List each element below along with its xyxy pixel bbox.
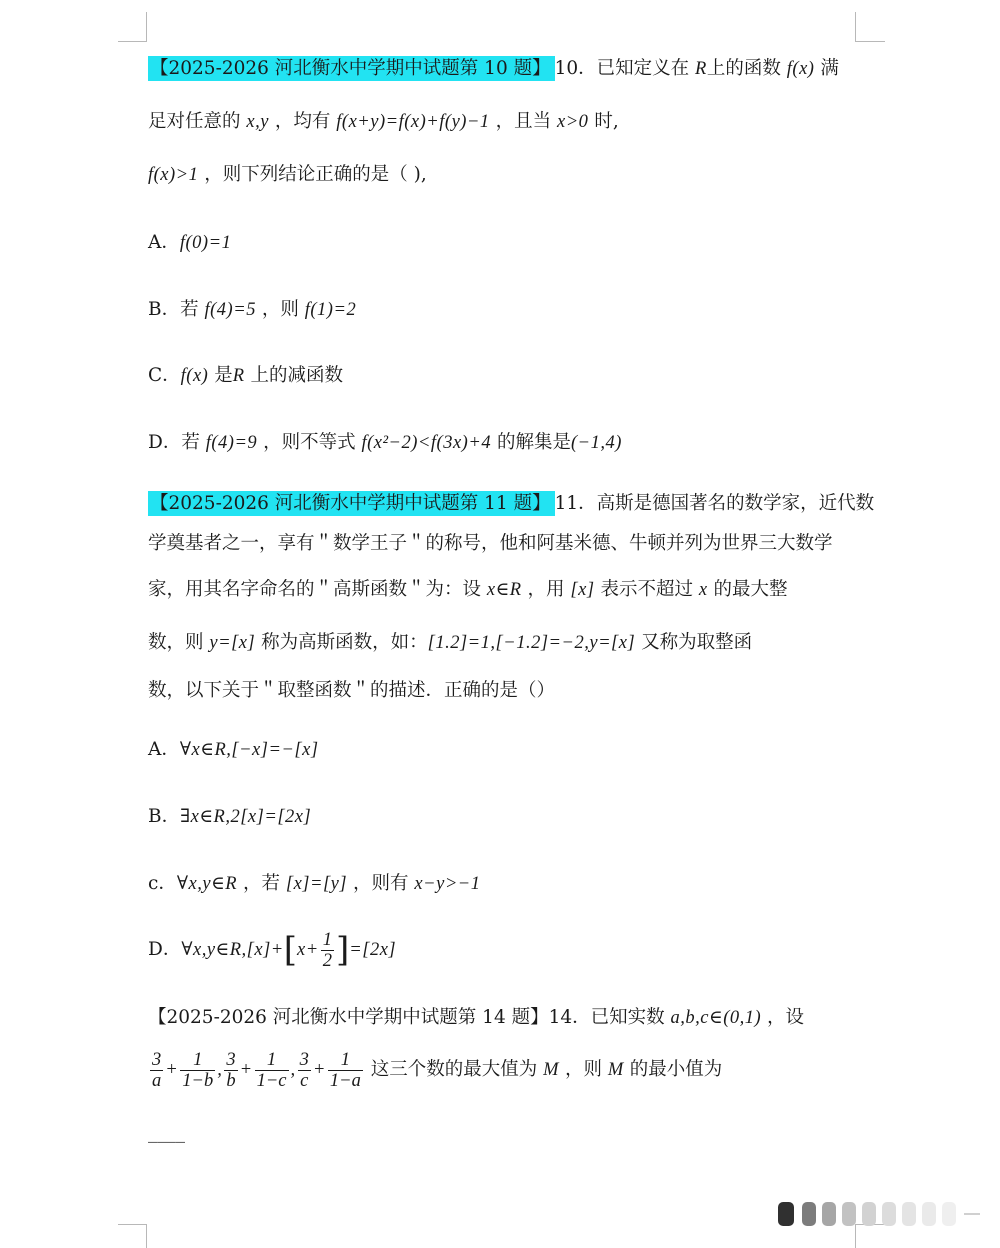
q11-math-examples: [1.2]=1,[−1.2]=−2,y=[x] bbox=[427, 633, 636, 653]
q10-option-d-end: 的解集是 bbox=[496, 432, 571, 453]
q10-option-c-math: f(x) bbox=[180, 366, 209, 386]
q14-frac-1-1mc bbox=[255, 1050, 289, 1091]
watermark-dash bbox=[964, 1213, 980, 1215]
watermark-bar-9 bbox=[942, 1202, 956, 1226]
q10-ineq: f(x)>1 bbox=[148, 165, 199, 185]
q14-frac-3-b bbox=[224, 1050, 237, 1091]
q11-option-c-math2: [x]=[y] bbox=[285, 874, 348, 894]
q10-option-a-math: f(0)=1 bbox=[179, 233, 232, 253]
watermark-bar-7 bbox=[902, 1202, 916, 1226]
q11-option-c bbox=[148, 871, 848, 897]
q11-line-1 bbox=[148, 491, 875, 517]
crop-mark-bl-h bbox=[118, 1224, 147, 1225]
q11-stem-4a: 数，则 bbox=[148, 632, 204, 653]
watermark-bar-6 bbox=[882, 1202, 896, 1226]
q10-option-b-mid: ，则 bbox=[261, 299, 299, 320]
q11-stem-1: 11．高斯是德国著名的数学家，近代数 bbox=[554, 493, 875, 514]
q10-option-d-label: D．若 bbox=[148, 432, 200, 453]
q11-line-3 bbox=[148, 577, 848, 603]
q10-line-3 bbox=[148, 162, 848, 188]
q14-line-2 bbox=[148, 1047, 848, 1093]
watermark-bar-3 bbox=[822, 1202, 836, 1226]
q14-plus-1: + bbox=[165, 1060, 179, 1080]
q10-stem-1: 10．已知定义在 bbox=[554, 58, 690, 79]
q11-option-a-math: ∀x∈R,[−x]=−[x] bbox=[179, 740, 319, 760]
q11-option-a-label: A． bbox=[148, 739, 180, 760]
q11-option-d-x: x+ bbox=[297, 940, 319, 960]
q10-option-c-end: 上的减函数 bbox=[250, 365, 343, 386]
q11-option-d bbox=[148, 928, 848, 972]
crop-mark-tl-h bbox=[118, 41, 147, 42]
q14-stem-1: 14．已知实数 bbox=[548, 1007, 665, 1028]
q11-math-x-in-R: x∈R bbox=[486, 580, 522, 600]
q14-stem-2c: 的最小值为 bbox=[629, 1059, 723, 1080]
q10-option-b-math2: f(1)=2 bbox=[304, 300, 357, 320]
q11-stem-3a: 家，用其名字命名的＂高斯函数＂为：设 bbox=[148, 579, 482, 600]
q11-math-gauss: y=[x] bbox=[209, 633, 256, 653]
q10-stem-2b: ，均有 bbox=[274, 111, 331, 132]
q10-option-d-mid: ，则不等式 bbox=[263, 432, 356, 453]
watermark-bar-2 bbox=[802, 1202, 816, 1226]
q11-stem-4c: 又称为取整函 bbox=[641, 632, 753, 653]
q11-option-b bbox=[148, 804, 848, 830]
q14-line-1 bbox=[148, 1005, 848, 1031]
crop-mark-bl-v bbox=[146, 1224, 147, 1248]
q14-frac-3-b-num: 3 bbox=[226, 1049, 236, 1070]
q14-M-2: M bbox=[607, 1060, 624, 1080]
q10-R-1: R bbox=[695, 59, 707, 79]
q10-option-b bbox=[148, 297, 848, 323]
q10-option-d bbox=[148, 430, 848, 456]
q14-frac-3-c-num: 3 bbox=[299, 1049, 309, 1070]
q14-frac-1-1ma-den: 1−a bbox=[329, 1070, 361, 1091]
q10-option-b-label: B．若 bbox=[148, 299, 199, 320]
watermark-bar-4 bbox=[842, 1202, 856, 1226]
q14-frac-1-1ma-num: 1 bbox=[328, 1050, 363, 1071]
q14-frac-3-a bbox=[150, 1050, 163, 1091]
q14-frac-1-1mb bbox=[180, 1050, 215, 1091]
q11-option-b-label: B． bbox=[148, 806, 181, 827]
q11-option-c-mid: ，若 bbox=[242, 873, 280, 894]
watermark-bar-5 bbox=[862, 1202, 876, 1226]
q11-stem-2: 学奠基者之一，享有＂数学王子＂的称号，他和阿基米德、牛顿并列为世界三大数学 bbox=[148, 533, 833, 554]
q14-frac-3-c-den: c bbox=[300, 1070, 309, 1091]
watermark-bar-8 bbox=[922, 1202, 936, 1226]
q11-option-a bbox=[148, 737, 848, 763]
q11-line-4 bbox=[148, 630, 848, 656]
q14-blank: ____ bbox=[148, 1122, 185, 1143]
q11-stem-3b: ，用 bbox=[527, 579, 565, 600]
q14-source-tag: 【2025-2026 河北衡水中学期中试题第 14 题】 bbox=[148, 1007, 549, 1028]
q11-option-d-lbracket: [ bbox=[283, 930, 298, 970]
q11-option-d-num: 1 bbox=[322, 929, 332, 950]
q10-xy: x,y bbox=[246, 112, 269, 132]
q14-answer-blank bbox=[148, 1120, 848, 1146]
q11-math-x: x bbox=[698, 580, 708, 600]
q14-frac-1-1mc-num: 1 bbox=[255, 1050, 289, 1071]
q10-option-c-label: C． bbox=[148, 365, 181, 386]
crop-mark-tl-v bbox=[146, 12, 147, 42]
q11-option-c-math3: x−y>−1 bbox=[414, 874, 481, 894]
q10-option-b-math1: f(4)=5 bbox=[204, 300, 256, 320]
q10-option-a bbox=[148, 230, 848, 256]
q11-stem-3d: 的最大整 bbox=[713, 579, 788, 600]
q10-option-d-math3: (−1,4) bbox=[570, 433, 622, 453]
q11-math-floor-x: [x] bbox=[570, 580, 595, 600]
q11-stem-3c: 表示不超过 bbox=[600, 579, 693, 600]
q10-stem-2a: 足对任意的 bbox=[148, 111, 241, 132]
q11-option-d-math2: =[2x] bbox=[349, 940, 397, 960]
q11-option-d-den: 2 bbox=[322, 950, 332, 971]
q10-source-tag: 【2025-2026 河北衡水中学期中试题第 10 题】 bbox=[148, 56, 555, 81]
q14-plus-3: + bbox=[312, 1060, 326, 1080]
q14-frac-1-1ma bbox=[328, 1050, 363, 1091]
q10-line-1 bbox=[148, 56, 848, 82]
q10-stem-3: ，则下列结论正确的是（ ), bbox=[204, 164, 427, 185]
q10-stem-1c: 满 bbox=[820, 58, 839, 79]
q14-stem-1b: ，设 bbox=[767, 1007, 805, 1028]
q14-math-abc: a,b,c∈(0,1) bbox=[670, 1008, 762, 1028]
q14-plus-2: + bbox=[239, 1060, 253, 1080]
watermark-logo bbox=[778, 1196, 980, 1232]
q11-option-b-math: ∃x∈R,2[x]=[2x] bbox=[180, 807, 312, 827]
q11-option-d-rbracket: ] bbox=[336, 930, 350, 970]
q14-frac-1-1mb-den: 1−b bbox=[182, 1070, 214, 1091]
watermark-bar-1 bbox=[778, 1202, 794, 1226]
q10-option-c bbox=[148, 363, 848, 389]
q14-frac-1-1mb-num: 1 bbox=[180, 1050, 215, 1071]
q11-option-d-fraction bbox=[321, 930, 334, 971]
q14-stem-2b: ，则 bbox=[564, 1059, 602, 1080]
q10-functional-eq: f(x+y)=f(x)+f(y)−1 bbox=[336, 112, 490, 132]
q11-option-d-math1: ∀x,y∈R,[x]+ bbox=[181, 940, 284, 960]
q10-fx-1: f(x) bbox=[786, 59, 815, 79]
q14-frac-3-a-num: 3 bbox=[152, 1049, 162, 1070]
q14-frac-1-1mc-den: 1−c bbox=[256, 1070, 287, 1091]
q10-option-c-R: R bbox=[232, 366, 245, 386]
crop-mark-tr-v bbox=[855, 12, 856, 42]
q14-M-1: M bbox=[543, 1060, 560, 1080]
q11-option-d-label: D． bbox=[148, 939, 182, 960]
q14-frac-3-c bbox=[298, 1050, 311, 1091]
q14-comma-2: , bbox=[290, 1060, 296, 1080]
q14-comma-1: , bbox=[217, 1060, 223, 1080]
q11-line-5 bbox=[148, 678, 848, 704]
crop-mark-tr-h bbox=[855, 41, 885, 42]
q10-stem-2d: 时, bbox=[594, 111, 619, 132]
q11-stem-4b: 称为高斯函数，如： bbox=[261, 632, 428, 653]
q10-option-d-math2: f(x²−2)<f(3x)+4 bbox=[361, 433, 492, 453]
q10-option-d-math1: f(4)=9 bbox=[205, 433, 258, 453]
q11-option-c-mid2: ，则有 bbox=[353, 873, 409, 894]
q11-option-c-label: c． bbox=[148, 873, 177, 894]
q11-line-2 bbox=[148, 531, 848, 557]
q14-frac-3-b-den: b bbox=[226, 1070, 236, 1091]
q10-condition: x>0 bbox=[556, 112, 589, 132]
q10-line-2 bbox=[148, 109, 848, 135]
q14-frac-3-a-den: a bbox=[152, 1070, 162, 1091]
q10-option-a-label: A． bbox=[148, 232, 180, 253]
q11-stem-5: 数，以下关于＂取整函数＂的描述．正确的是（） bbox=[148, 680, 556, 701]
q10-stem-2c: ，且当 bbox=[495, 111, 552, 132]
q11-option-c-math1: ∀x,y∈R bbox=[176, 874, 238, 894]
q10-stem-1b: 上的函数 bbox=[706, 58, 781, 79]
q10-option-c-mid: 是 bbox=[214, 365, 233, 386]
q11-source-tag: 【2025-2026 河北衡水中学期中试题第 11 题】 bbox=[148, 491, 555, 516]
q14-stem-2a: 这三个数的最大值为 bbox=[370, 1059, 538, 1080]
